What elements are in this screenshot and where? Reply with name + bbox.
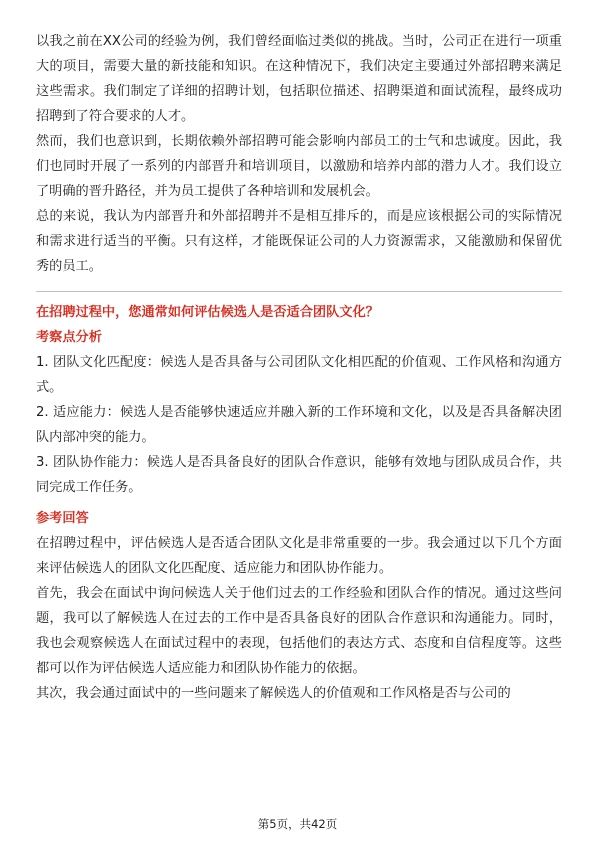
analysis-item-3: 3. 团队协作能力：候选人是否具备良好的团队合作意识，能够有效地与团队成员合作，共同完成工作任务。 (36, 455, 562, 495)
answer-paragraph-2: 首先，我会在面试中询问候选人关于他们过去的工作经验和团队合作的情况。通过这些问题，我可以了解候选人在过去的工作中是否具备良好的团队合作意识和沟通能力。同时，我也会观察候选人在面试过程中的表现，包括他们的表达方式、态度和自信程度等。这些都可以作为评估候选人适应能力和团队协作能力的依据。 (36, 586, 562, 676)
intro-paragraph-3: 总的来说，我认为内部晋升和外部招聘并不是相互排斥的，而是应该根据公司的实际情况和需求进行适当的平衡。只有这样，才能既保证公司的人力资源需求，又能激励和保留优秀的员工。 (36, 209, 562, 274)
analysis-item-2: 2. 适应能力：候选人是否能够快速适应并融入新的工作环境和文化，以及是否具备解决团队内部冲突的能力。 (36, 405, 562, 445)
page-content (36, 29, 562, 706)
section-divider (36, 291, 562, 292)
intro-paragraph-1: 以我之前在XX公司的经验为例，我们曾经面临过类似的挑战。当时，公司正在进行一项重大的项目，需要大量的新技能和知识。在这种情况下，我们决定主要通过外部招聘来满足这些需求。我们制定了详细的招聘计划，包括职位描述、招聘渠道和面试流程，最终成功招聘到了符合要求的人才。 (36, 34, 562, 124)
analysis-item-1: 1. 团队文化匹配度：候选人是否具备与公司团队文化相匹配的价值观、工作风格和沟通方式。 (36, 355, 562, 395)
intro-paragraph-2: 然而，我们也意识到，长期依赖外部招聘可能会影响内部员工的士气和忠诚度。因此，我们也同时开展了一系列的内部晋升和培训项目，以激励和培养内部的潜力人才。我们设立了明确的晋升路径，并为员工提供了各种培训和发展机会。 (36, 134, 562, 199)
answer-paragraph-3: 其次，我会通过面试中的一些问题来了解候选人的价值观和工作风格是否与公司的 (36, 686, 511, 701)
answer-title: 参考回答 (36, 511, 89, 526)
question-heading: 在招聘过程中，您通常如何评估候选人是否适合团队文化？ (36, 305, 379, 320)
analysis-title: 考察点分析 (36, 330, 102, 345)
page-number: 第5页，共42页 (257, 817, 338, 831)
answer-paragraph-1: 在招聘过程中，评估候选人是否适合团队文化是非常重要的一步。我会通过以下几个方面来评估候选人的团队文化匹配度、适应能力和团队协作能力。 (36, 536, 562, 576)
